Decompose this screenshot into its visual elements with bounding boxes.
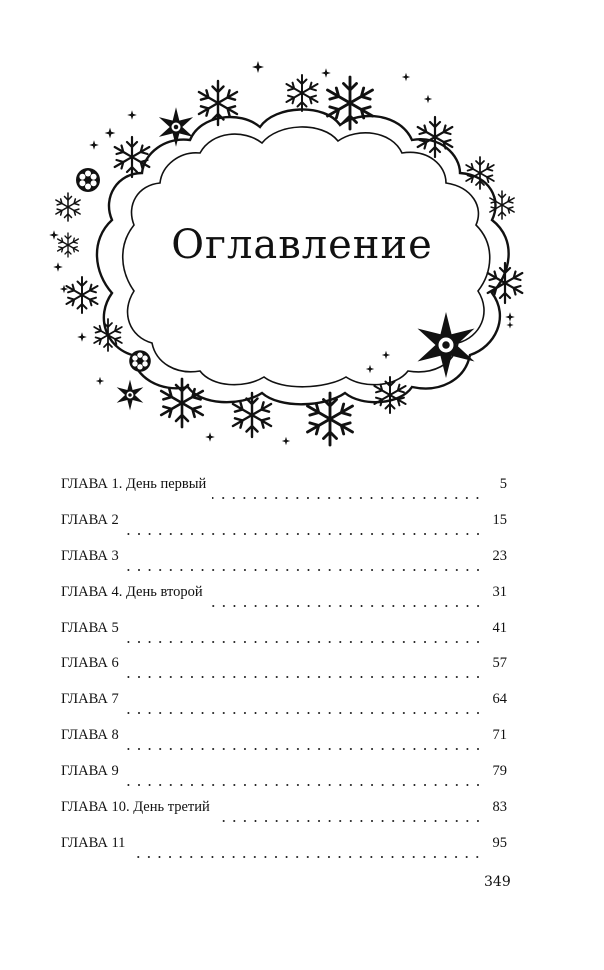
toc-entry-page: 15 — [492, 511, 507, 528]
dot-leader — [125, 676, 483, 678]
toc-entry-page: 41 — [492, 619, 507, 636]
toc-entry[interactable] — [61, 727, 507, 763]
toc-entry-title: ГЛАВА 6 — [61, 655, 119, 672]
page-number: 349 — [484, 874, 511, 890]
dot-leader — [125, 748, 483, 750]
dot-leader — [216, 820, 483, 822]
toc-entry-title: ГЛАВА 10. День третий — [61, 799, 210, 816]
toc-entry[interactable] — [61, 512, 507, 548]
page-title: Оглавление — [171, 222, 433, 268]
toc-entry-title: ГЛАВА 7 — [61, 691, 119, 708]
dot-leader — [125, 641, 483, 643]
toc-entry-title: ГЛАВА 5 — [61, 619, 119, 636]
toc-entry[interactable] — [61, 620, 507, 656]
toc-entry[interactable] — [61, 691, 507, 727]
toc-entry-title: ГЛАВА 3 — [61, 547, 119, 564]
toc-entry-title: ГЛАВА 2 — [61, 511, 119, 528]
toc-entry[interactable] — [61, 476, 507, 512]
dot-leader — [131, 856, 483, 858]
toc-entry-page: 64 — [492, 691, 507, 708]
toc-entry-page: 79 — [492, 763, 507, 780]
toc-entry-title: ГЛАВА 4. День второй — [61, 583, 203, 600]
toc-entry-page: 31 — [492, 583, 507, 600]
toc-entry-page: 95 — [492, 834, 507, 851]
toc-entry[interactable] — [61, 763, 507, 799]
toc-entry-page: 23 — [492, 547, 507, 564]
dot-leader — [212, 497, 483, 499]
toc-entry-page: 71 — [492, 727, 507, 744]
toc-entry-page: 83 — [492, 799, 507, 816]
toc-entry-title: ГЛАВА 11 — [61, 834, 126, 851]
toc-entry[interactable] — [61, 835, 507, 871]
dot-leader — [125, 533, 483, 535]
toc-entry-page: 5 — [499, 476, 507, 492]
table-of-contents — [61, 476, 507, 871]
dot-leader — [125, 712, 483, 714]
toc-entry-title: ГЛАВА 1. День первый — [61, 476, 207, 492]
dot-leader — [125, 569, 483, 571]
toc-entry-title: ГЛАВА 9 — [61, 763, 119, 780]
toc-entry[interactable] — [61, 584, 507, 620]
dot-leader — [209, 605, 483, 607]
toc-entry[interactable] — [61, 655, 507, 691]
toc-entry[interactable] — [61, 548, 507, 584]
toc-entry-title: ГЛАВА 8 — [61, 727, 119, 744]
toc-entry[interactable] — [61, 799, 507, 835]
dot-leader — [125, 784, 483, 786]
toc-entry-page: 57 — [492, 655, 507, 672]
